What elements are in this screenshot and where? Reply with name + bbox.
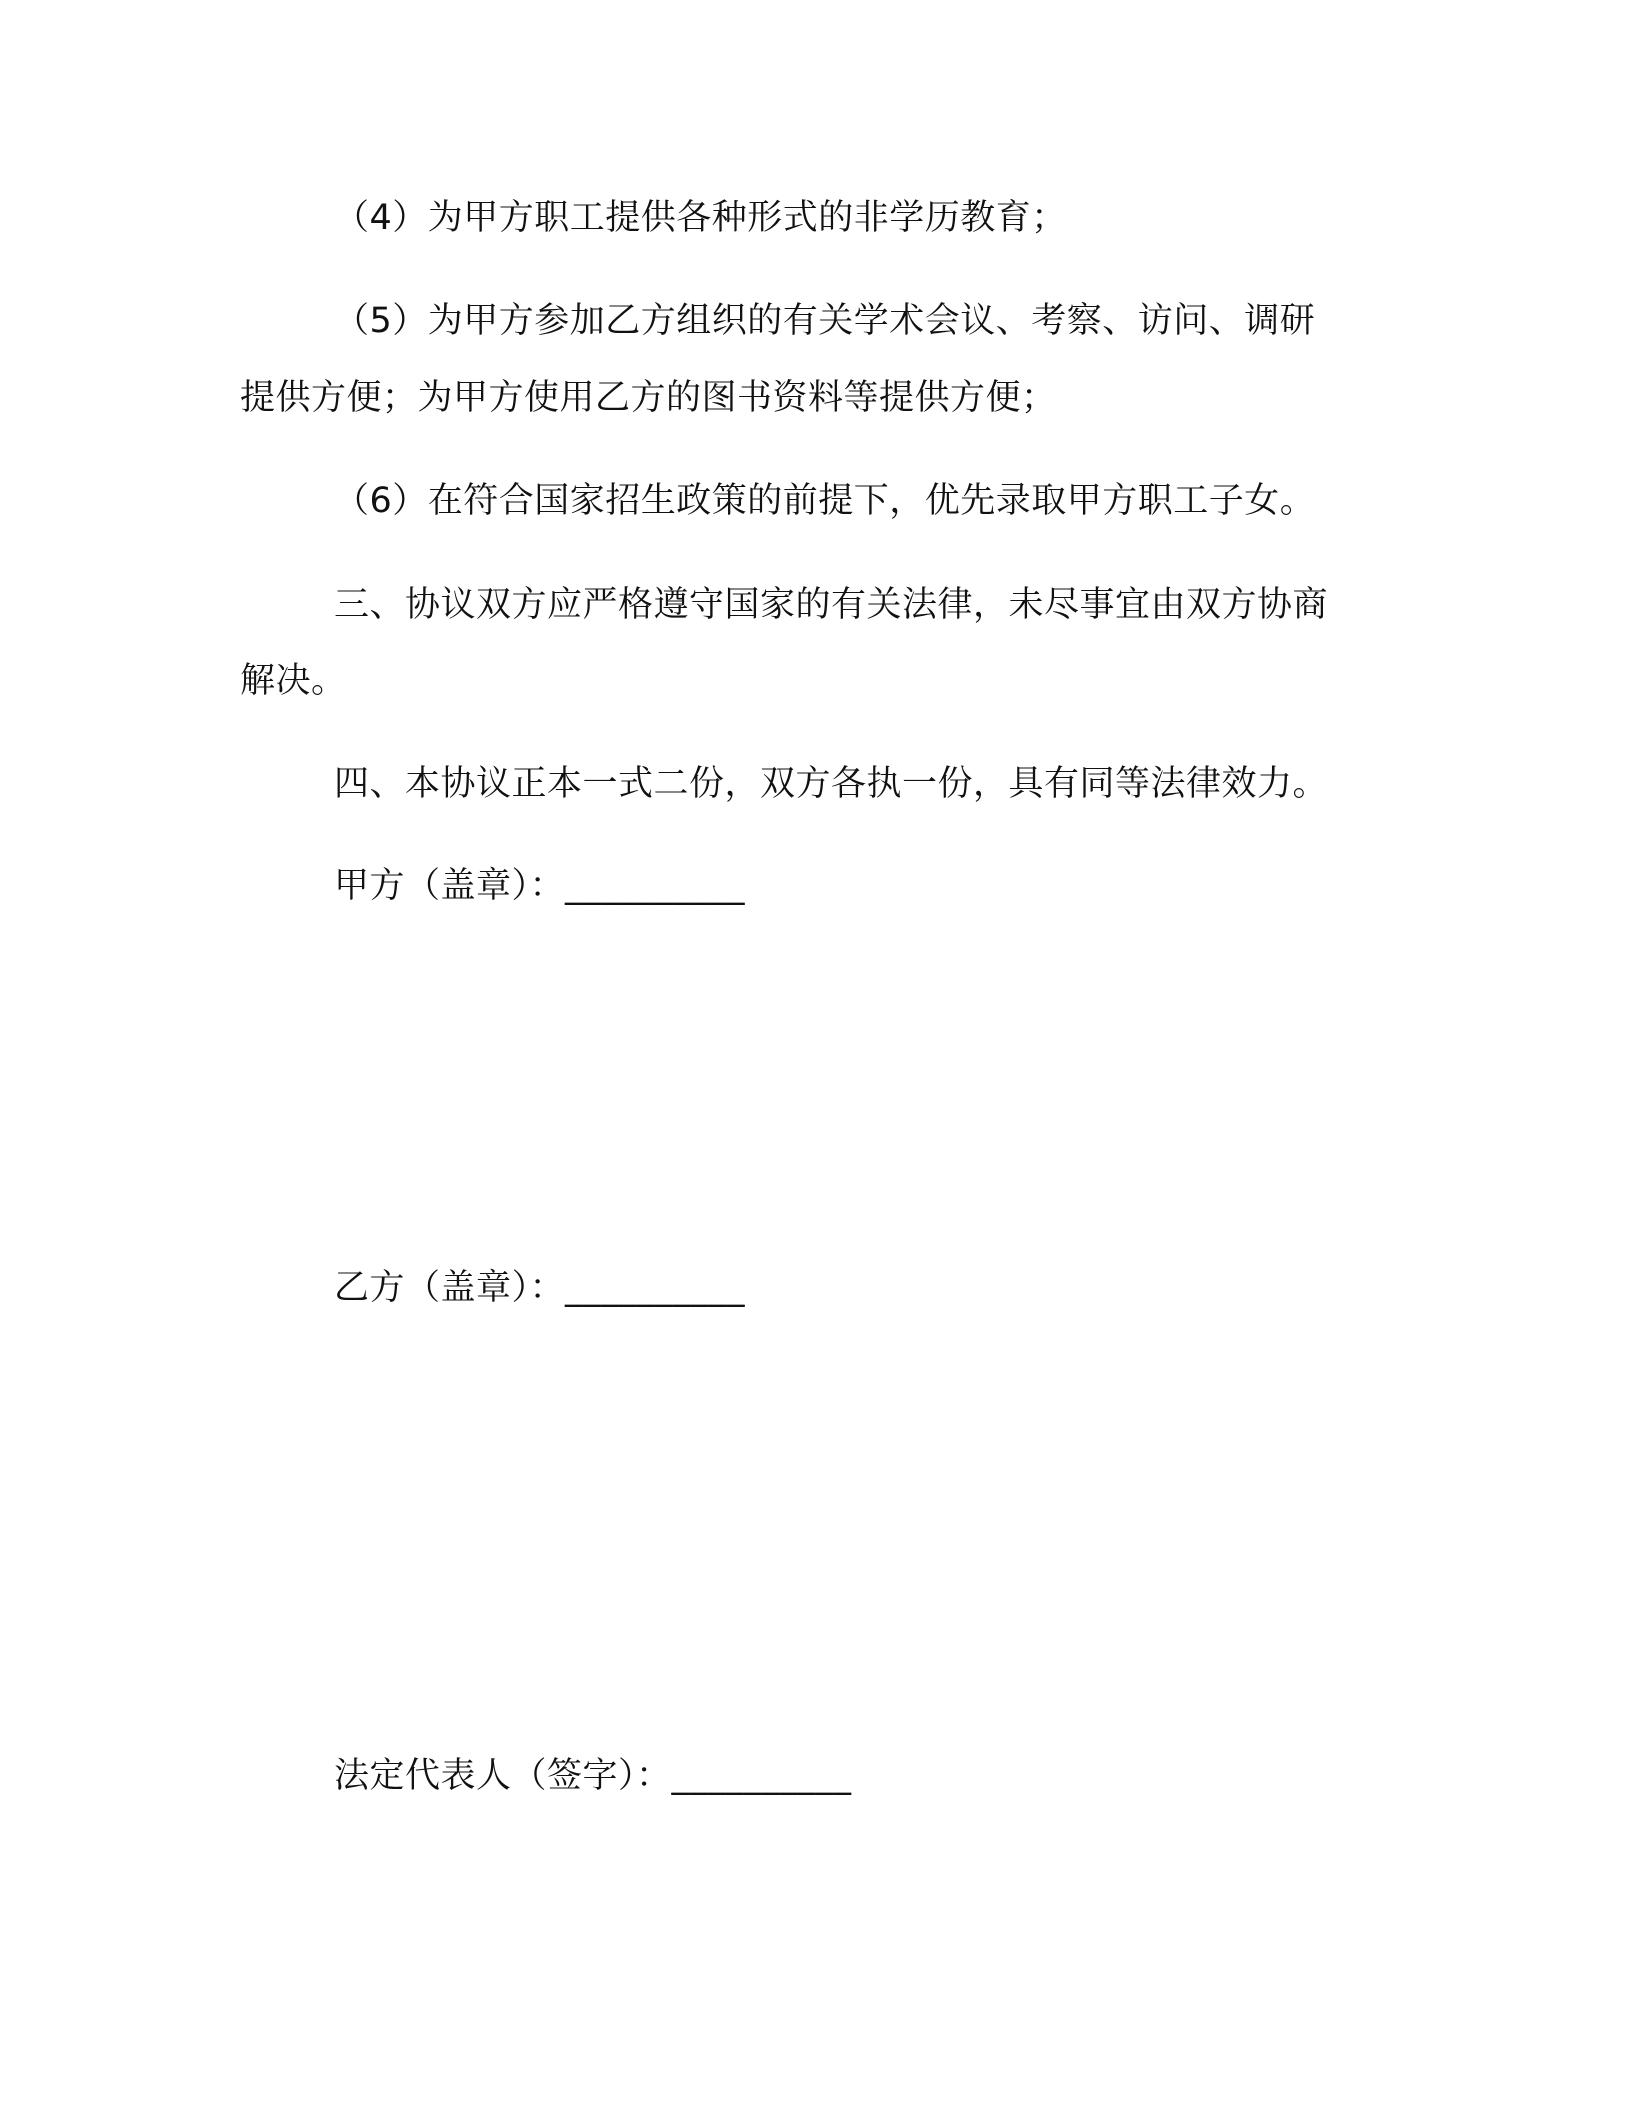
clause-3-line-1: 三、协议双方应严格遵守国家的有关法律，未尽事宜由双方协商 bbox=[334, 585, 1329, 625]
party-b-seal-line: 乙方（盖章）：__________ bbox=[334, 1268, 746, 1308]
item-6: （6）在符合国家招生政策的前提下，优先录取甲方职工子女。 bbox=[334, 481, 1316, 521]
legal-representative-signature-line: 法定代表人（签字）：__________ bbox=[334, 1756, 852, 1796]
clause-4: 四、本协议正本一式二份，双方各执一份，具有同等法律效力。 bbox=[334, 764, 1329, 804]
item-5-line-1: （5）为甲方参加乙方组织的有关学术会议、考察、访问、调研 bbox=[334, 301, 1316, 341]
item-4: （4）为甲方职工提供各种形式的非学历教育； bbox=[334, 198, 1067, 238]
item-5-line-2: 提供方便；为甲方使用乙方的图书资料等提供方便； bbox=[240, 378, 1057, 418]
party-a-seal-line: 甲方（盖章）：__________ bbox=[334, 866, 746, 906]
clause-3-line-2: 解决。 bbox=[240, 661, 347, 701]
